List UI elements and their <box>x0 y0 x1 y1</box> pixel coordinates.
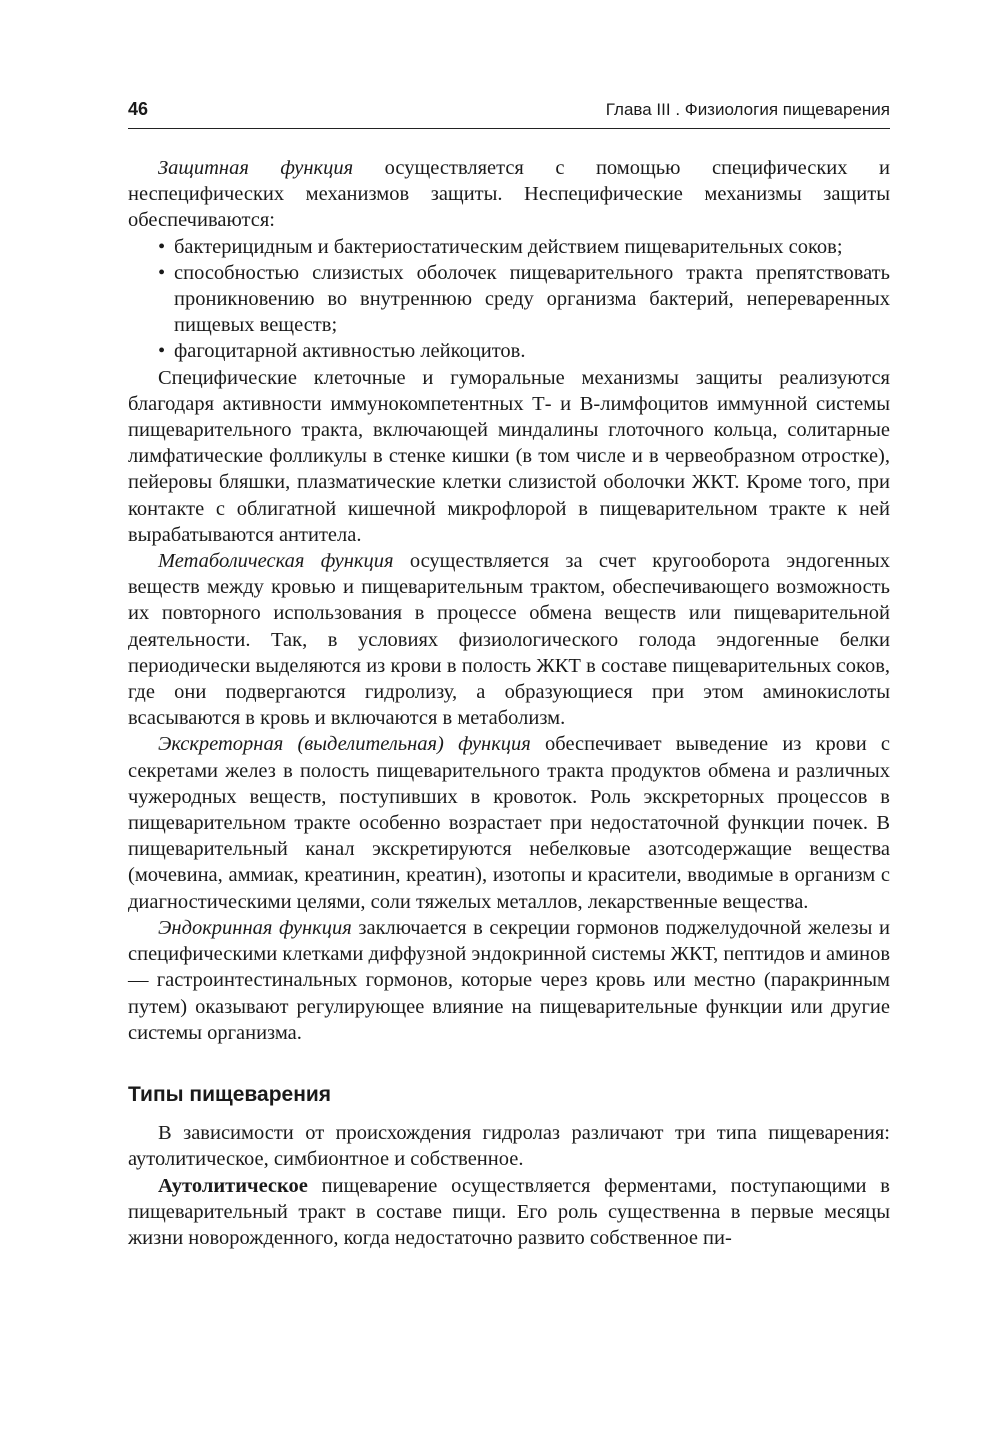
term-excretory-function: Экскреторная (выделительная) функция <box>158 733 531 756</box>
bullet-marker: • <box>158 340 166 363</box>
term-protective-function: Защитная функция <box>158 157 354 179</box>
paragraph-metabolic-function <box>128 548 890 731</box>
paragraph-text: пищеварение осуществляется ферментами, поступающими в пищеварительный тракт в составе пищи. Его роль существенна в первые месяцы жизни новорожденного, когда недостаточно развито собственное пи- <box>128 1174 890 1249</box>
list-item <box>158 260 890 339</box>
running-header <box>128 96 890 129</box>
bullet-marker: • <box>158 235 166 258</box>
book-page <box>128 96 890 1251</box>
paragraph-text: осуществляется за счет кругооборота эндогенных веществ между кровью и пищеварительным трактом, обеспечивающего возможность их повторного использования в процессе обмена веществ или пищеварительной деятельности. Так, в условиях физиологического голода эндогенные белки периодически выделяются из крови в полость ЖКТ в составе пищеварительных соков, где они подвергаются гидролизу, а образующиеся при этом аминокислоты всасываются в кровь и включаются в метаболизм. <box>128 550 890 730</box>
paragraph-protective-function <box>128 155 890 234</box>
section-heading: Типы пищеварения <box>128 1082 332 1106</box>
paragraph-autolytic-digestion <box>128 1173 890 1252</box>
body-text <box>128 155 890 1251</box>
list-item-text: фагоцитарной активностью лейкоцитов. <box>174 340 526 363</box>
paragraph-endocrine-function <box>128 915 890 1046</box>
list-item <box>158 338 890 364</box>
bullet-marker: • <box>158 261 166 284</box>
list-item-text: бактерицидным и бактериостатическим действием пищеварительных соков; <box>174 235 843 258</box>
list-item-text: способностью слизистых оболочек пищеварительного тракта препятствовать проникновению во внутреннюю среду организма бактерий, непереваренных пищевых веществ; <box>174 261 890 337</box>
list-item <box>158 234 890 260</box>
paragraph-text: заключается в секреции гормонов поджелудочной железы и специфическими клетками диффузной эндокринной системы ЖКТ, пептидов и аминов — гастроинтестинальных гормонов, которые через кровь или местно (паракринным путем) оказывают регулирующее влияние на пищеварительные функции или другие системы организма. <box>128 916 890 1044</box>
paragraph-excretory-function <box>128 731 890 914</box>
paragraph-text: обеспечивает выведение из крови с секретами желез в полость пищеварительного тракта продуктов обмена и различных чужеродных веществ, поступивших в кровоток. Роль экскреторных процессов в пищеварительном тракте особенно возрастает при недостаточной функции почек. В пищеварительный канал экскретируются небелковые азотсодержащие вещества (мочевина, аммиак, креатинин, креатин), изотопы и красители, вводимые в организм с диагностическими целями, соли тяжелых металлов, лекарственные вещества. <box>128 733 890 913</box>
term-endocrine-function: Эндокринная функция <box>158 916 352 939</box>
bullet-list <box>128 234 890 365</box>
paragraph-digestion-types: В зависимости от происхождения гидролаз различают три типа пищеварения: аутолитическое, симбионтное и собственное. <box>128 1122 890 1171</box>
paragraph-text: осуществляется с помощью специфических и неспецифических механизмов защиты. Неспецифические механизмы защиты обеспечиваются: <box>128 157 890 232</box>
paragraph-specific-mechanisms: Специфические клеточные и гуморальные механизмы защиты реализуются благодаря активности иммунокомпетентных Т- и В-лимфоцитов иммунной системы пищеварительного тракта, включающей миндалины глоточного кольца, солитарные лимфатические фолликулы в стенке кишки (в том числе и в червеобразном отростке), пейеровы бляшки, плазматические клетки слизистой оболочки ЖКТ. Кроме того, при контакте с облигатной кишечной микрофлорой в пищеварительном тракте к ней вырабатываются антитела. <box>128 366 890 546</box>
chapter-title: Глава III . Физиология пищеварения <box>605 100 890 119</box>
term-metabolic-function: Метаболическая функция <box>158 550 394 573</box>
term-autolytic: Аутолитическое <box>158 1174 308 1197</box>
page-number: 46 <box>128 99 149 119</box>
